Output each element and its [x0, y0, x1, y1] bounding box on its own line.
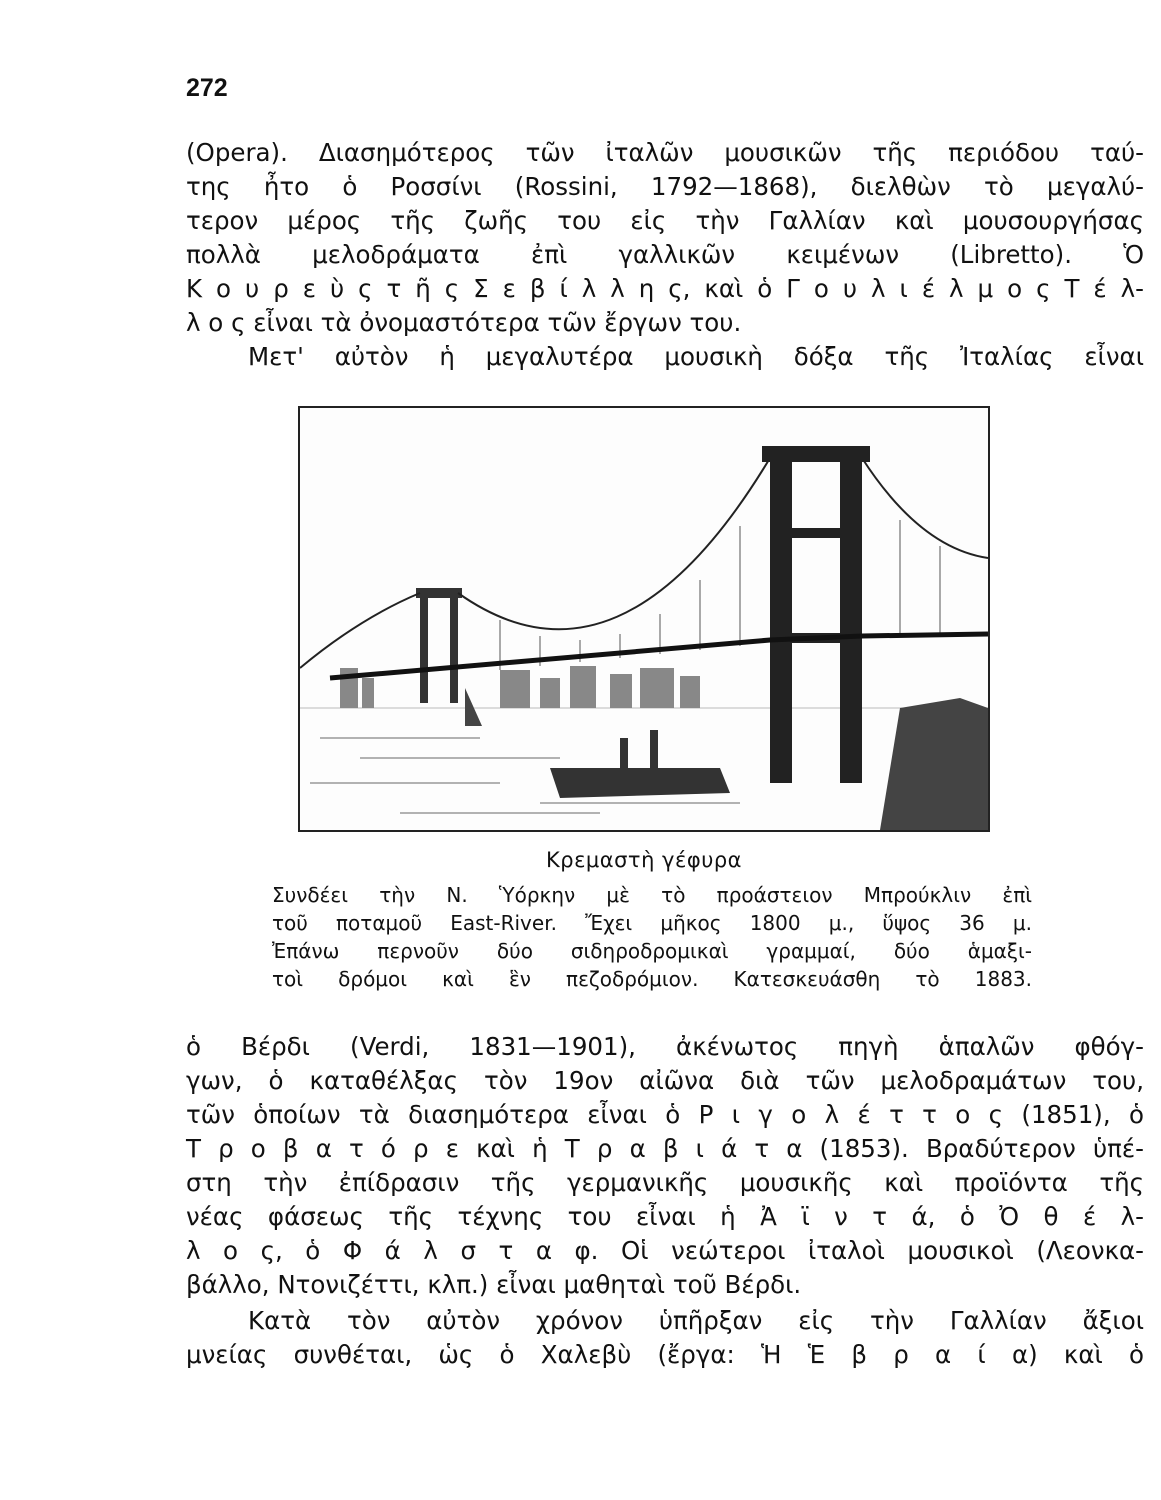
text-line: Κ ο υ ρ ε ὺ ς τ ῆ ς Σ ε β ί λ λ η ς, καὶ ὁ Γ ο υ λ ι έ λ μ ο ς Τ έ λ- — [186, 274, 1144, 303]
figure-title: Κρεμαστὴ γέφυρα — [545, 848, 743, 872]
text-line: βάλλο, Ντονιζέττι, κλπ.) εἶναι μαθηταὶ τοῦ Βέρδι. — [186, 1270, 802, 1299]
page-number: 272 — [186, 74, 228, 102]
caption-line: Συνδέει τὴν Ν. Ὑόρκην μὲ τὸ προάστειον Μπρούκλιν ἐπὶ — [272, 883, 1032, 907]
text-line: λ ο ς εἶναι τὰ ὀνομαστότερα τῶν ἔργων του. — [186, 308, 742, 337]
text-line: Τ ρ ο β α τ ό ρ ε καὶ ἡ Τ ρ α β ι ά τ α (1853). Βραδύτερον ὑπέ- — [186, 1134, 1144, 1163]
text-line: γων, ὁ καταθέλξας τὸν 19ον αἰῶνα διὰ τῶν μελοδραμάτων του, — [186, 1066, 1144, 1095]
text-line: (Opera). Διασημότερος τῶν ἰταλῶν μουσικῶν τῆς περιόδου ταύ- — [186, 138, 1144, 167]
text-line: νέας φάσεως τῆς τέχνης του εἶναι ἡ Ἀ ϊ ν τ ά, ὁ Ὀ θ έ λ- — [186, 1202, 1144, 1231]
last-paragraph — [186, 1304, 1144, 1372]
text-line: πολλὰ μελοδράματα ἐπὶ γαλλικῶν κειμένων (Libretto). Ὁ — [186, 240, 1144, 269]
text-line: μνείας συνθέται, ὡς ὁ Χαλεβὺ (ἔργα: Ἡ Ἑ β ρ α ί α) καὶ ὁ — [186, 1340, 1144, 1369]
caption-line: Ἐπάνω περνοῦν δύο σιδηροδρομικαὶ γραμμαί, δύο ἁμαξι- — [272, 939, 1032, 963]
text-line: της ἦτο ὁ Ροσσίνι (Rossini, 1792—1868), διελθὼν τὸ μεγαλύ- — [186, 172, 1144, 201]
text-line: τῶν ὁποίων τὰ διασημότερα εἶναι ὁ Ρ ι γ ο λ έ τ τ ο ς (1851), ὁ — [186, 1100, 1144, 1129]
text-line: ὁ Βέρδι (Verdi, 1831—1901), ἀκένωτος πηγὴ ἁπαλῶν φθόγ- — [186, 1032, 1144, 1061]
figure-caption — [272, 881, 1032, 993]
text-line: τερον μέρος τῆς ζωῆς του εἰς τὴν Γαλλίαν καὶ μουσουργήσας — [186, 206, 1144, 235]
bridge-illustration — [298, 406, 990, 832]
text-line: στη τὴν ἐπίδρασιν τῆς γερμανικῆς μουσικῆς καὶ προϊόντα τῆς — [186, 1168, 1144, 1197]
text-line: Μετ' αὐτὸν ἡ μεγαλυτέρα μουσικὴ δόξα τῆς Ἰταλίας εἶναι — [248, 342, 1144, 371]
caption-line: τοὶ δρόμοι καὶ ἓν πεζοδρόμιον. Κατεσκευάσθη τὸ 1883. — [272, 967, 1032, 991]
caption-line: τοῦ ποταμοῦ East-River. Ἔχει μῆκος 1800 μ., ὕψος 36 μ. — [272, 911, 1032, 935]
text-line: Κατὰ τὸν αὐτὸν χρόνον ὑπῆρξαν εἰς τὴν Γαλλίαν ἄξιοι — [248, 1306, 1144, 1335]
top-paragraph — [186, 136, 1144, 374]
text-line: λ ο ς, ὁ Φ ά λ σ τ α φ. Οἱ νεώτεροι ἰταλοὶ μουσικοὶ (Λεονκα- — [186, 1236, 1144, 1265]
bottom-paragraph — [186, 1030, 1144, 1302]
